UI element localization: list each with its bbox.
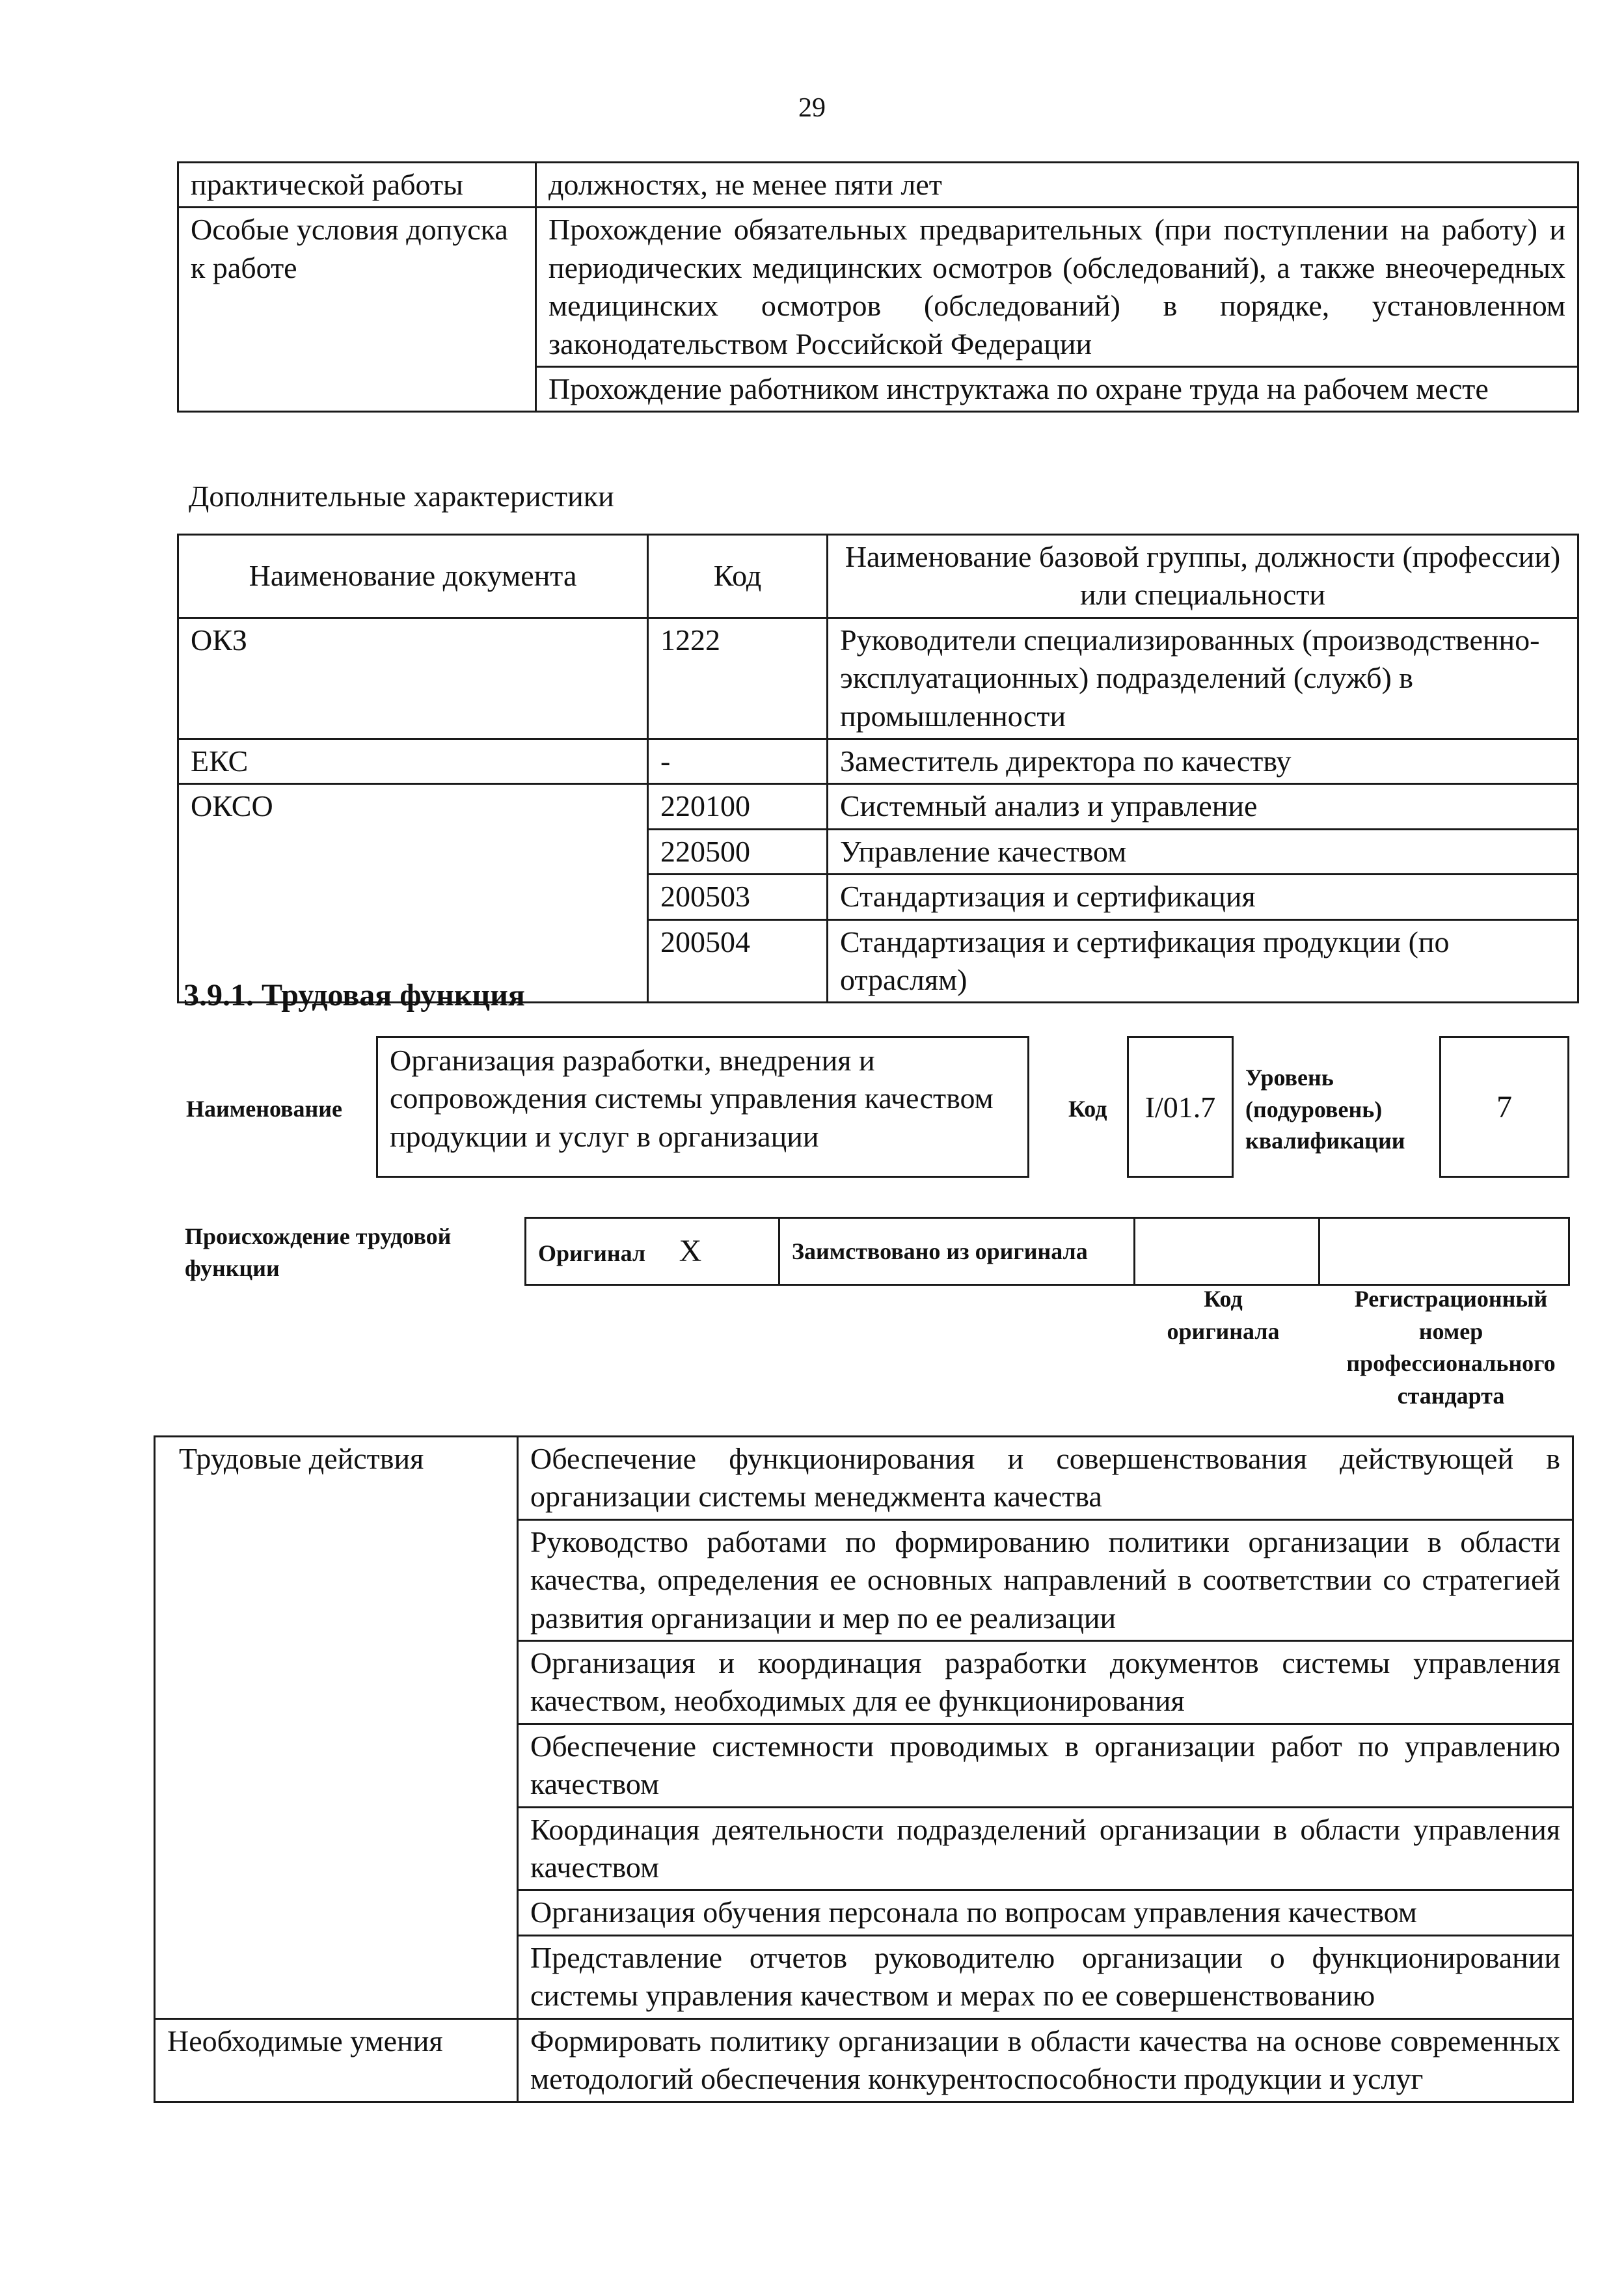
action-item: Обеспечение системности проводимых в организации работ по управлению качеством — [518, 1724, 1573, 1807]
action-item: Руководство работами по формированию политики организации в области качества, определения ее основных направлений в соответствии со стратегией развития организации и мер по ее реализации — [518, 1519, 1573, 1640]
cell-code: - — [648, 739, 828, 784]
code-original-cell — [1135, 1218, 1320, 1285]
action-item: Координация деятельности подразделений организации в области управления качеством — [518, 1807, 1573, 1890]
additional-table — [177, 534, 1579, 1003]
origin-label: Происхождение трудовой функции — [185, 1223, 452, 1281]
cell-doc: ОКСО — [178, 784, 648, 1003]
table-row — [178, 784, 1578, 829]
table-row — [178, 618, 1578, 739]
cell-name: Управление качеством — [828, 829, 1578, 874]
level-value: 7 — [1496, 1089, 1512, 1124]
function-name: Организация разработки, внедрения и сопровождения системы управления качеством продукции и услуг в организации — [390, 1044, 994, 1153]
name-label: Наименование — [186, 1096, 342, 1122]
actions-label: Трудовые действия — [155, 1437, 518, 2019]
reg-number-cell — [1320, 1218, 1569, 1285]
cell-name: Стандартизация и сертификация продукции (по отраслям) — [828, 919, 1578, 1003]
cell-doc: ОКЗ — [178, 618, 648, 739]
table-row — [178, 208, 1578, 367]
reg-number-caption: Регистрационный номер профессионального стандарта — [1346, 1286, 1556, 1409]
action-item: Представление отчетов руководителю организации о функционировании системы управления качеством и мерах по ее совершенствованию — [518, 1935, 1573, 2018]
original-label: Оригинал — [538, 1240, 646, 1266]
actions-table — [154, 1435, 1574, 2103]
cell-name: Стандартизация и сертификация — [828, 875, 1578, 919]
origin-table — [524, 1217, 1570, 1286]
header-doc: Наименование документа — [178, 535, 648, 618]
table-row — [155, 2018, 1573, 2102]
table-row — [526, 1218, 1569, 1285]
action-item: Организация обучения персонала по вопросам управления качеством — [518, 1890, 1573, 1935]
header-name: Наименование базовой группы, должности (профессии) или специальности — [828, 535, 1578, 618]
cell-name: Руководители специализированных (производственно-эксплуатационных) подразделений (служб) в промышленности — [828, 618, 1578, 739]
section-heading: 3.9.1. Трудовая функция — [183, 978, 525, 1012]
row-value: Прохождение обязательных предварительных (при поступлении на работу) и периодических медицинских осмотров (обследований), а также внеочередных медицинских осмотров (обследований) в порядке, установленном законодательством Российской Федерации — [536, 208, 1578, 367]
row-value: Прохождение работником инструктажа по охране труда на рабочем месте — [536, 367, 1578, 412]
cell-code: 220500 — [648, 829, 828, 874]
action-item: Организация и координация разработки документов системы управления качеством, необходимых для ее функционирования — [518, 1641, 1573, 1724]
borrowed-label: Заимствовано из оригинала — [779, 1218, 1135, 1285]
cell-doc: ЕКС — [178, 739, 648, 784]
row-label: Особые условия допуска к работе — [178, 208, 536, 412]
table-row — [155, 1437, 1573, 1520]
cell-code: 220100 — [648, 784, 828, 829]
cell-code: 200503 — [648, 875, 828, 919]
table-row — [178, 163, 1578, 208]
function-code-box — [1127, 1036, 1234, 1178]
cell-code: 200504 — [648, 919, 828, 1003]
code-original-caption: Код оригинала — [1167, 1286, 1280, 1344]
skill-item: Формировать политику организации в области качества на основе современных методологий обеспечения конкурентоспособности продукции и услуг — [518, 2018, 1573, 2102]
level-box — [1439, 1036, 1569, 1178]
requirements-table — [177, 161, 1579, 413]
original-mark: X — [679, 1233, 702, 1268]
code-label: Код — [1068, 1096, 1107, 1122]
page-number: 29 — [798, 93, 826, 123]
function-code: I/01.7 — [1144, 1090, 1216, 1124]
level-label: Уровень (подуровень) квалификации — [1245, 1065, 1405, 1154]
original-cell — [526, 1218, 779, 1285]
action-item: Обеспечение функционирования и совершенствования действующей в организации системы менеджмента качества — [518, 1437, 1573, 1520]
function-name-box — [376, 1036, 1029, 1178]
row-label: практической работы — [178, 163, 536, 208]
skills-label: Необходимые умения — [155, 2018, 518, 2102]
cell-code: 1222 — [648, 618, 828, 739]
cell-name: Системный анализ и управление — [828, 784, 1578, 829]
table-header-row — [178, 535, 1578, 618]
cell-name: Заместитель директора по качеству — [828, 739, 1578, 784]
table-row — [178, 739, 1578, 784]
row-value: должностях, не менее пяти лет — [536, 163, 1578, 208]
header-code: Код — [648, 535, 828, 618]
additional-caption: Дополнительные характеристики — [189, 480, 614, 513]
